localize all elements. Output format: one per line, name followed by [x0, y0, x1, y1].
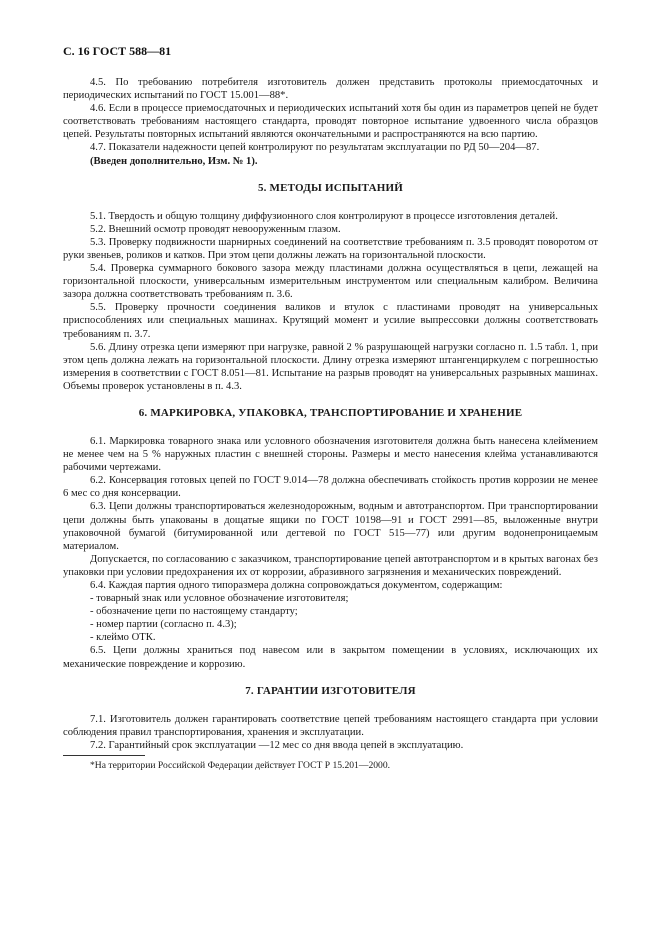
paragraph-5-4: 5.4. Проверка суммарного бокового зазора между пластинами должна осуществляться в цепи, лежащей на горизонтальной плоскости, универсальным измерительным инструментом или специальным калибром. Величина зазора должна соответствовать требованиям п. 3.6. — [63, 263, 598, 301]
paragraph-5-2: 5.2. Внешний осмотр проводят невооруженным глазом. — [90, 223, 341, 235]
section-7-title: 7. ГАРАНТИИ ИЗГОТОВИТЕЛЯ — [245, 684, 416, 697]
paragraph-6-3-permission: Допускается, по согласованию с заказчиком, транспортирование цепей автотранспортом и в крытых вагонах без упаковки при условии предохранения их от коррозии, абразивного загрязнения и механических повреждений. — [63, 553, 598, 578]
paragraph-5-3: 5.3. Проверку подвижности шарнирных соединений на соответствие требованиям п. 3.5 проводят поворотом от руки звеньев, роликов и катков. При этом цепи должны лежать на горизонтальной плоскости. — [63, 236, 598, 261]
paragraph-6-4: 6.4. Каждая партия одного типоразмера должна сопровождаться документом, содержащим: — [90, 580, 503, 591]
paragraph-4-5: 4.5. По требованию потребителя изготовитель должен представить протоколы приемосдаточных и периодических испытаний по ГОСТ 15.001—88*. — [63, 77, 598, 102]
paragraph-4-7: 4.7. Показатели надежности цепей контролируют по результатам эксплуатации по РД 50—204—87. — [90, 142, 540, 154]
list-item: - номер партии (согласно п. 4.3); — [90, 619, 237, 631]
paragraph-6-1: 6.1. Маркировка товарного знака или условного обозначения изготовителя должна быть нанесена клеймением не менее чем на 5 % наружных пластин с внешней стороны. Размеры и место нанесения клейма устанавливаются рабочими чертежами. — [63, 435, 598, 474]
page-header: С. 16 ГОСТ 588—81 — [63, 44, 172, 58]
paragraph-7-2: 7.2. Гарантийный срок эксплуатации —12 мес со дня ввода цепей в эксплуатацию. — [90, 739, 464, 751]
paragraph-7-1: 7.1. Изготовитель должен гарантировать соответствие цепей требованиям настоящего стандарта при условии соблюдения правил транспортирования, хранения и эксплуатации. — [63, 713, 598, 738]
list-item: - обозначение цепи по настоящему стандарту; — [90, 606, 298, 618]
paragraph-5-1: 5.1. Твердость и общую толщину диффузионного слоя контролируют в процессе изготовления деталей. — [90, 210, 558, 222]
footnote: *На территории Российской Федерации действует ГОСТ Р 15.201—2000. — [90, 759, 391, 771]
paragraph-6-3: 6.3. Цепи должны транспортироваться железнодорожным, водным и автотранспортом. При транспортировании цепи должны быть упакованы в дощатые ящики по ГОСТ 10198—91 и ГОСТ 2991—85, выложенные внутри упаковочной бумагой (битумированной или дегтевой по ГОСТ 515—77) или другим водонепроницаемым материалом. — [63, 501, 598, 552]
paragraph-4-6: 4.6. Если в процессе приемосдаточных и периодических испытаний хотя бы один из параметров цепей не будет соответствовать требованиям настоящего стандарта, проводят повторное испытание удвоенного числа образцов цепей. Результаты повторных испытаний являются окончательными и распространяются на всю партию. — [63, 103, 598, 141]
paragraph-6-5: 6.5. Цепи должны храниться под навесом или в закрытом помещении в условиях, исключающих их механические повреждение и коррозию. — [63, 645, 598, 670]
paragraph-5-5: 5.5. Проверку прочности соединения валиков и втулок с пластинами проводят на универсальных приспособлениях или специальных машинах. Крутящий момент и усилие выпрессовки должны соответствовать требованиям п. 3.7. — [63, 302, 598, 340]
section-5-title: 5. МЕТОДЫ ИСПЫТАНИЙ — [257, 181, 404, 194]
section-6-title: 6. МАРКИРОВКА, УПАКОВКА, ТРАНСПОРТИРОВАНИЕ И ХРАНЕНИЕ — [138, 406, 523, 419]
list-item: - товарный знак или условное обозначение изготовителя; — [90, 593, 349, 605]
document-page — [63, 44, 598, 772]
list-item: - клеймо ОТК. — [90, 632, 156, 644]
paragraph-5-6: 5.6. Длину отрезка цепи измеряют при нагрузке, равной 2 % разрушающей нагрузки согласно п. 1.5 табл. 1, при этом цепь должна лежать на горизонтальной плоскости. Длину отрезка измеряют штангенциркулем с погрешностью измерения в соответствии с ГОСТ 8.051—81. Испытание на разрыв проводят на универсальных разрывных машинах. Объемы проверок установлены в п. 4.3. — [63, 341, 598, 392]
amendment-note: (Введен дополнительно, Изм. № 1). — [90, 155, 258, 167]
paragraph-6-2: 6.2. Консервация готовых цепей по ГОСТ 9.014—78 должна обеспечивать стойкость против коррозии не менее 6 мес со дня консервации. — [63, 475, 598, 500]
footnote-divider — [63, 755, 145, 756]
